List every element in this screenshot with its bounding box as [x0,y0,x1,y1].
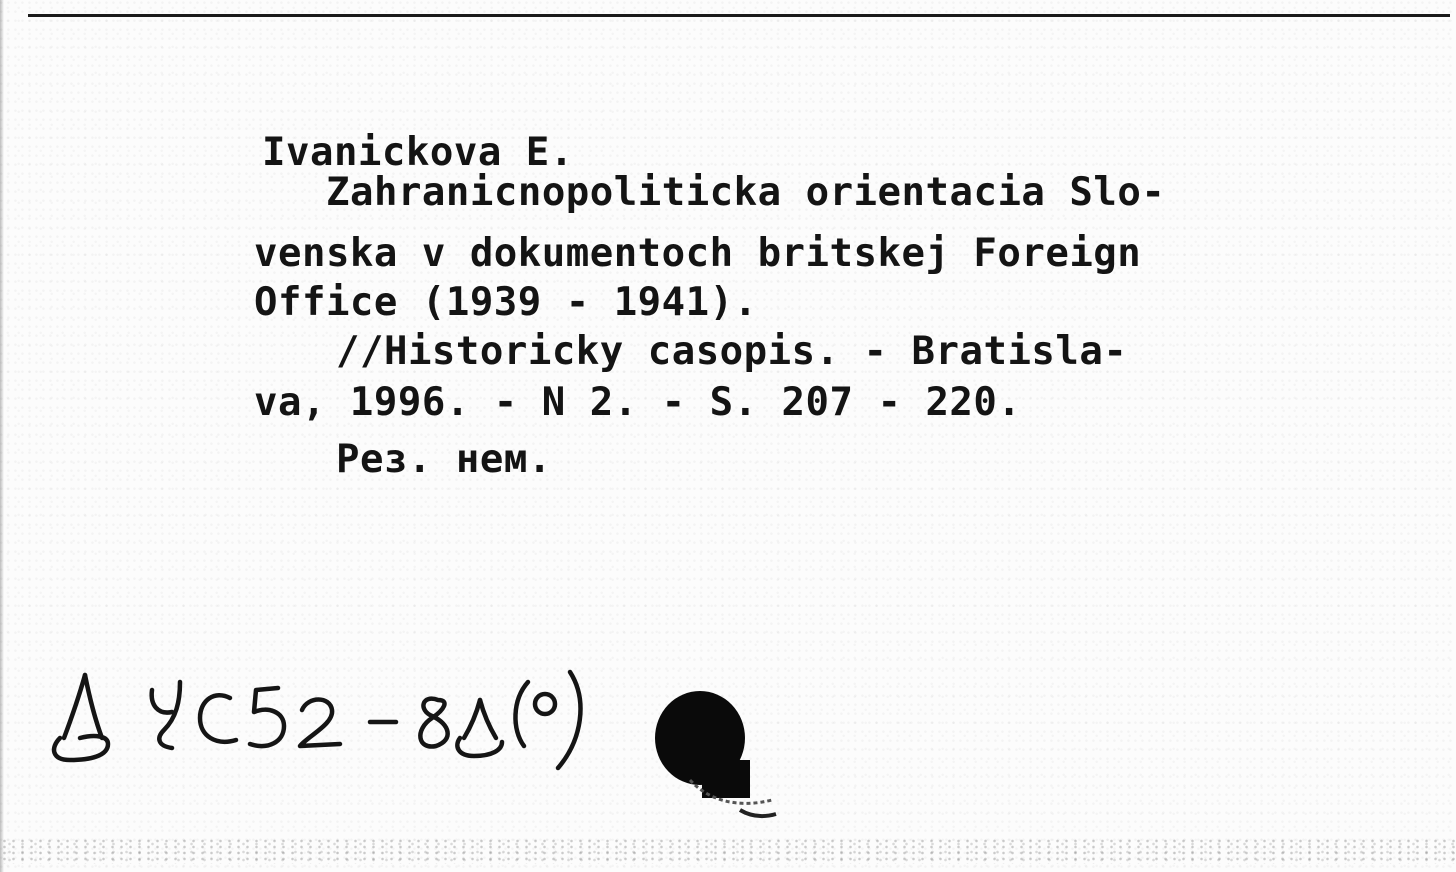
source-line-2: va, 1996. - N 2. - S. 207 - 220. [254,380,1022,425]
scan-noise [0,838,1456,864]
card-left-edge [0,0,4,872]
title-line-2: venska v dokumentoch britskej Foreign [254,231,1142,276]
title-line-3: Office (1939 - 1941). [254,280,758,325]
punch-hole-mark [650,690,790,830]
source-line-1: //Historicky casopis. - Bratisla- [336,329,1128,374]
author-line: Ivanickova E. [262,130,574,175]
summary-note: Рез. нем. [336,437,552,482]
top-rule [28,14,1450,17]
handwritten-call-number [40,660,600,780]
title-line-1: Zahranicnopoliticka orientacia Slo- [326,170,1166,215]
